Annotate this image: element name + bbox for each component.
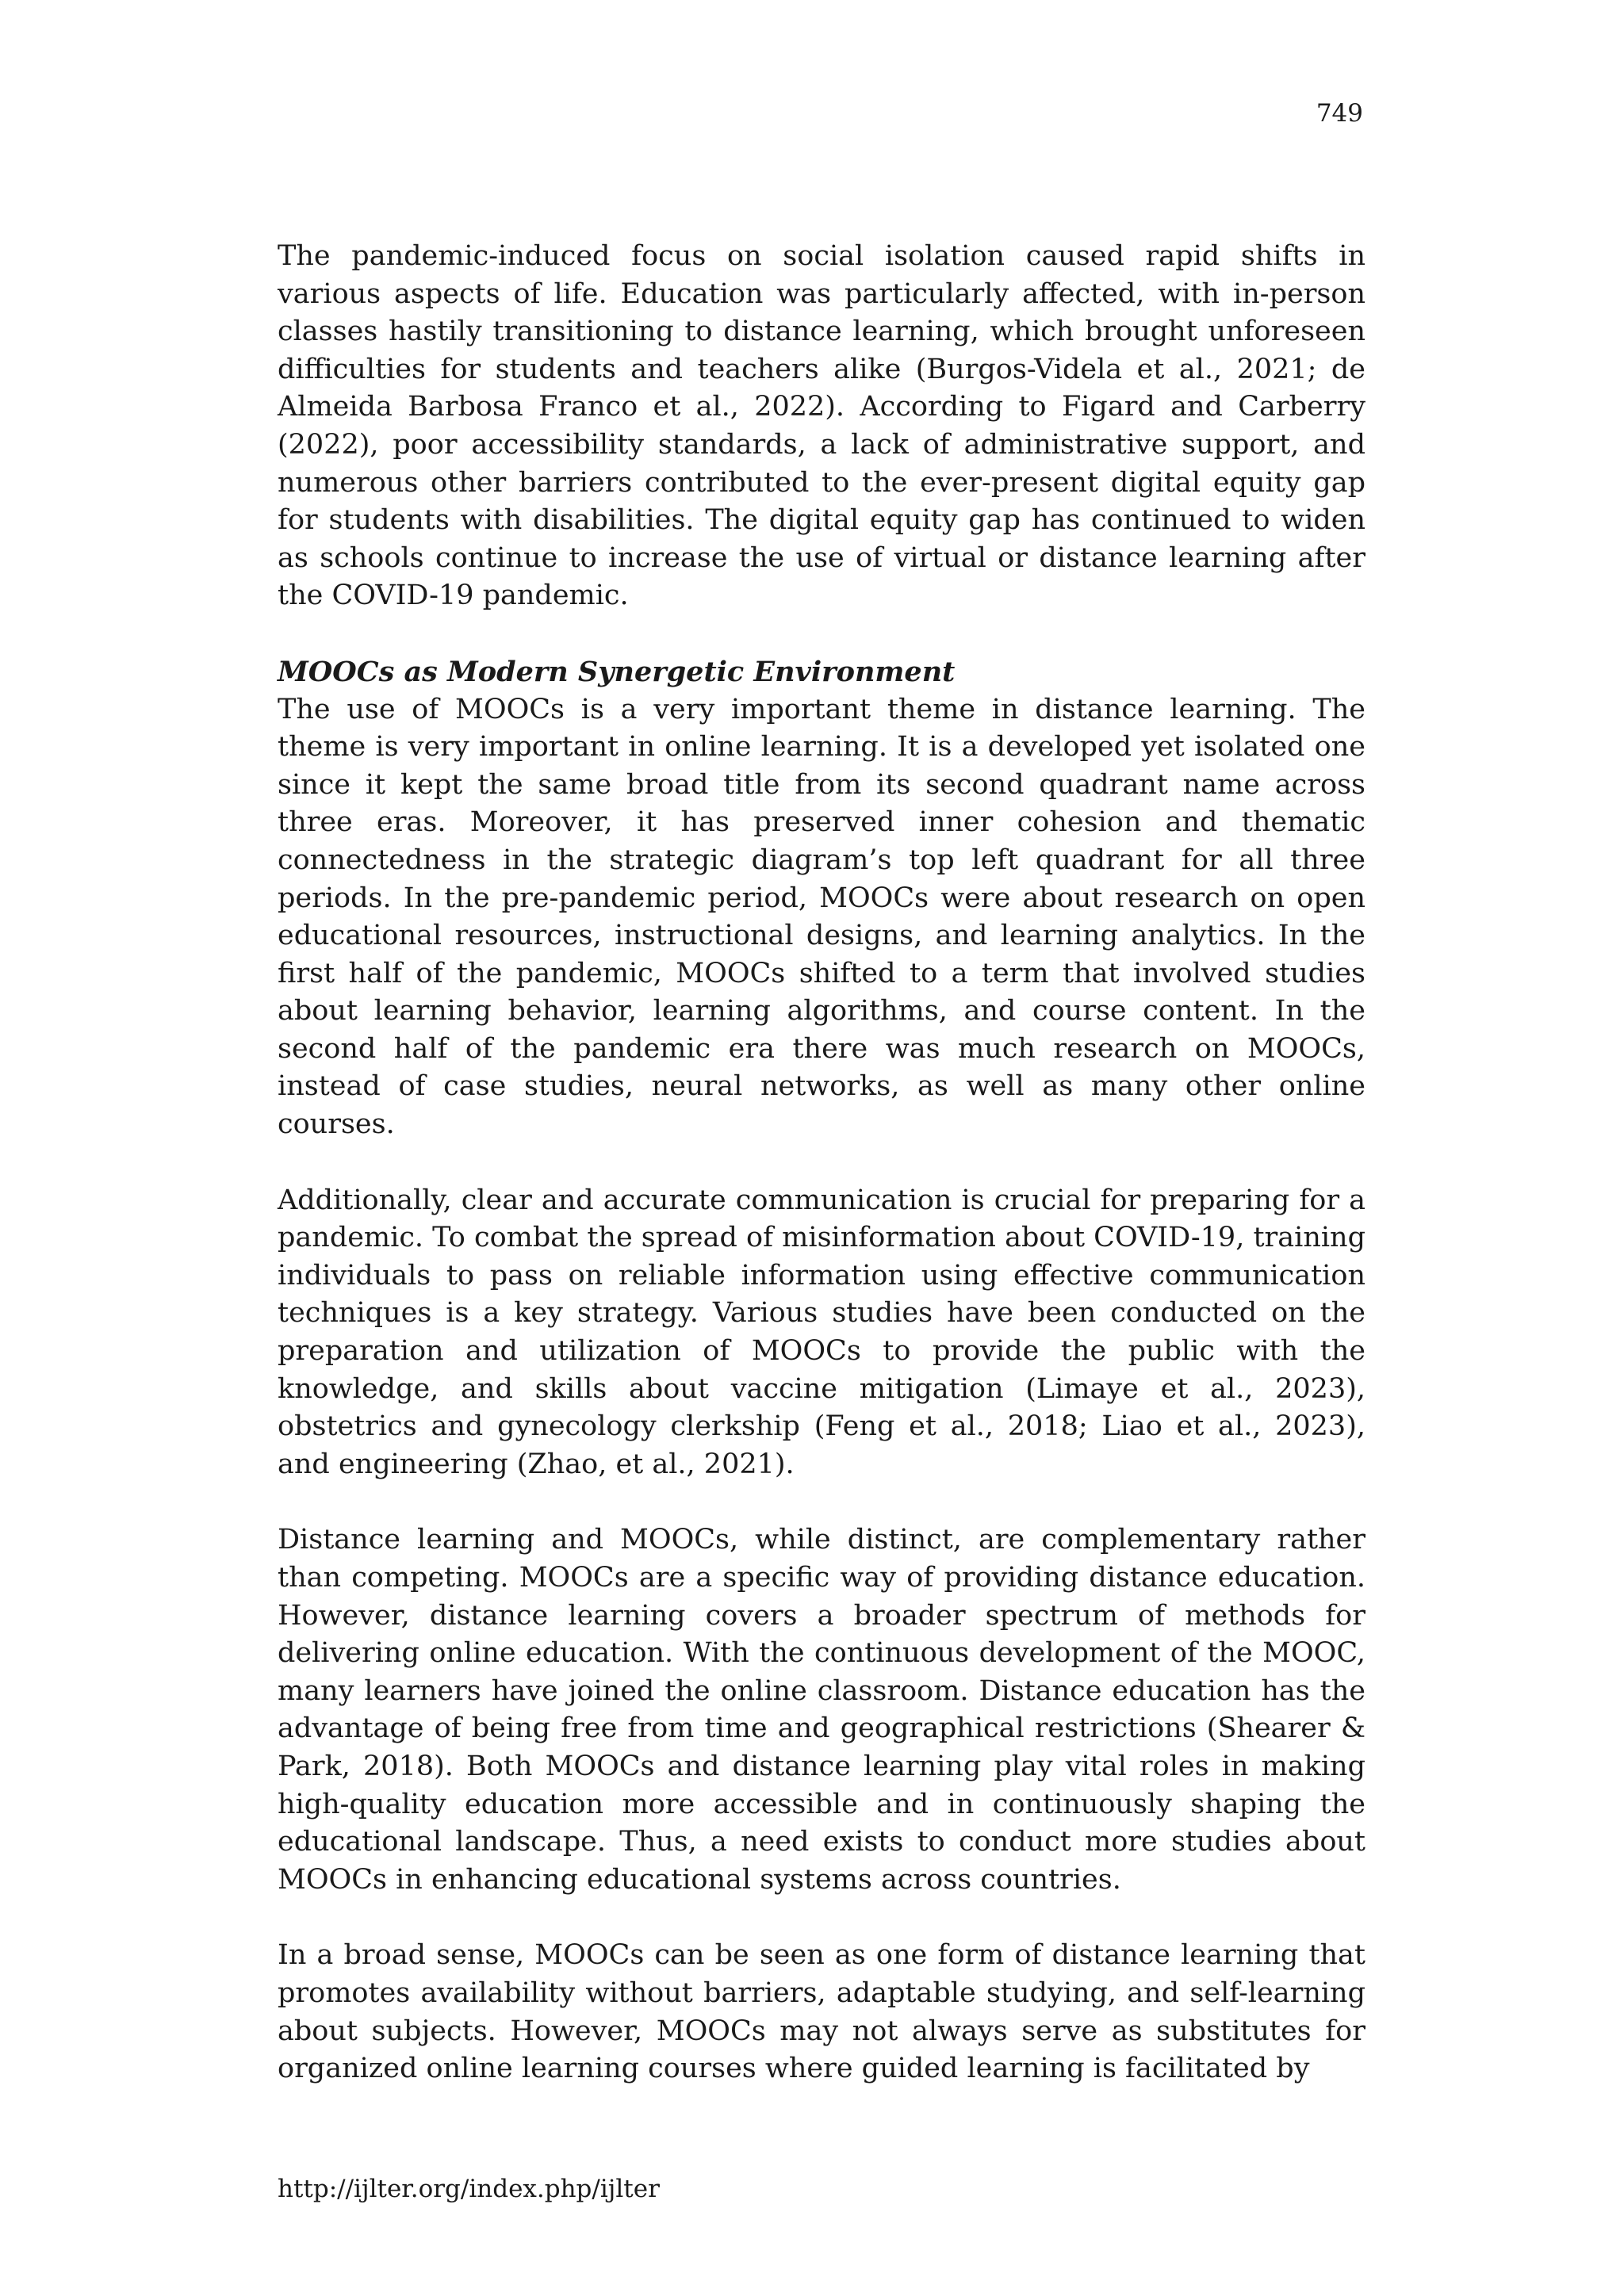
section-heading: MOOCs as Modern Synergetic Environment <box>278 655 956 688</box>
article-body <box>278 238 1365 2126</box>
paragraph-pandemic-shift: The pandemic-induced focus on social isolation caused rapid shifts in various aspects of life. Education was particularly affected, with in-person classes hastily transitioning to distance learning, which brought unforeseen difficulties for students and teachers alike (Burgos-Videla et al., 2021; de Almeida Barbosa Franco et al., 2022). According to Figard and Carberry (2022), poor accessibility standards, a lack of administrative support, and numerous other barriers contributed to the ever-present digital equity gap for students with disabilities. The digital equity gap has continued to widen as schools continue to increase the use of virtual or distance learning after the COVID-19 pandemic. <box>278 240 1365 612</box>
paragraph-broad-sense: In a broad sense, MOOCs can be seen as one form of distance learning that promotes availability without barriers, adaptable studying, and self-learning about subjects. However, MOOCs may not always serve as substitutes for organized online learning courses where guided learning is facilitated by <box>278 1939 1365 2085</box>
paragraph-distance-vs-moocs: Distance learning and MOOCs, while distinct, are complementary rather than competing. MOOCs are a specific way of providing distance education. However, distance learning covers a broader spectrum of methods for delivering online education. With the continuous development of the MOOC, many learners have joined the online classroom. Distance education has the advantage of being free from time and geographical restrictions (Shearer & Park, 2018). Both MOOCs and distance learning play vital roles in making high-quality education more accessible and in continuously shaping the educational landscape. Thus, a need exists to conduct more studies about MOOCs in enhancing educational systems across countries. <box>278 1524 1365 1896</box>
page-number: 749 <box>1316 99 1363 128</box>
paragraph-communication: Additionally, clear and accurate communication is crucial for preparing for a pandemic. To combat the spread of misinformation about COVID-19, training individuals to pass on reliable information using effective communication techniques is a key strategy. Various studies have been conducted on the preparation and utilization of MOOCs to provide the public with the knowledge, and skills about vaccine mitigation (Limaye et al., 2023), obstetrics and gynecology clerkship (Feng et al., 2018; Liao et al., 2023), and engineering (Zhao, et al., 2021). <box>278 1184 1365 1480</box>
footer-url: http://ijlter.org/index.php/ijlter <box>278 2175 660 2203</box>
paragraph-moocs-theme: The use of MOOCs is a very important theme in distance learning. The theme is very important in online learning. It is a developed yet isolated one since it kept the same broad title from its second quadrant name across three eras. Moreover, it has preserved inner cohesion and thematic connectedness in the strategic diagram’s top left quadrant for all three periods. In the pre-pandemic period, MOOCs were about research on open educational resources, instructional designs, and learning analytics. In the first half of the pandemic, MOOCs shifted to a term that involved studies about learning behavior, learning algorithms, and course content. In the second half of the pandemic era there was much research on MOOCs, instead of case studies, neural networks, as well as many other online courses. <box>278 693 1365 1141</box>
